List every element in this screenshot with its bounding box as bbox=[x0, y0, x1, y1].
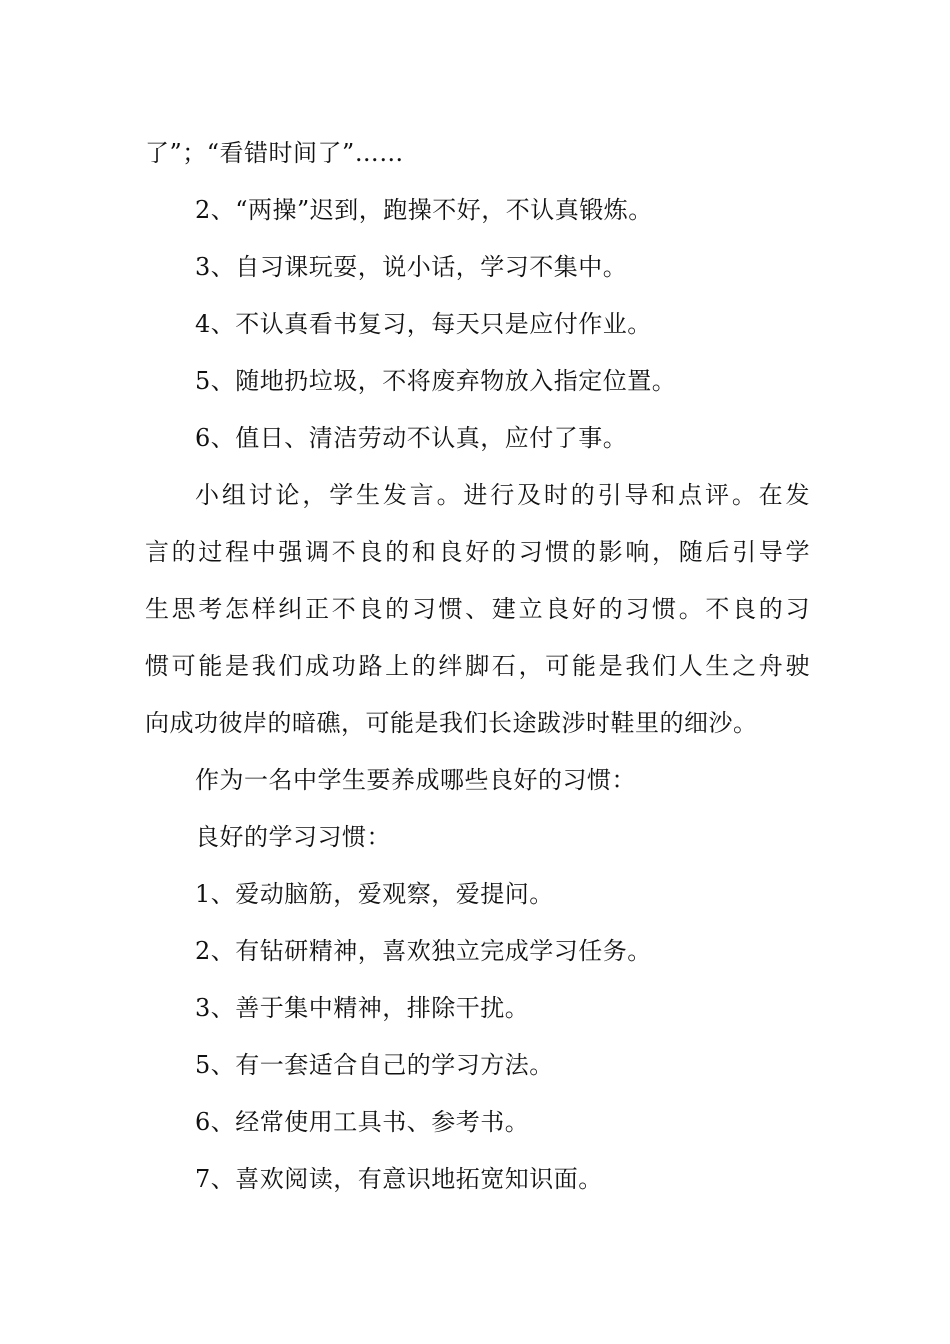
paragraph-discussion-line-2: 言的过程中强调不良的和良好的习惯的影响，随后引导学 bbox=[145, 538, 810, 566]
list-item-good-habit-5: 5、有一套适合自己的学习方法。 bbox=[195, 1051, 554, 1079]
list-item-good-habit-2: 2、有钻研精神，喜欢独立完成学习任务。 bbox=[195, 937, 652, 965]
list-item-bad-habit-3: 3、自习课玩耍，说小话，学习不集中。 bbox=[195, 253, 628, 281]
list-item-bad-habit-6: 6、值日、清洁劳动不认真，应付了事。 bbox=[195, 424, 628, 452]
paragraph-discussion-line-3: 生思考怎样纠正不良的习惯、建立良好的习惯。不良的习 bbox=[145, 595, 810, 623]
list-item-bad-habit-2: 2、“两操”迟到，跑操不好，不认真锻炼。 bbox=[195, 196, 653, 224]
list-item-good-habit-6: 6、经常使用工具书、参考书。 bbox=[195, 1108, 530, 1136]
list-item-good-habit-1: 1、爱动脑筋，爱观察，爱提问。 bbox=[195, 880, 554, 908]
paragraph-discussion-line-4: 惯可能是我们成功路上的绊脚石，可能是我们人生之舟驶 bbox=[145, 652, 810, 680]
list-item-good-habit-7: 7、喜欢阅读，有意识地拓宽知识面。 bbox=[195, 1165, 603, 1193]
document-body bbox=[145, 125, 810, 1208]
list-item-bad-habit-5: 5、随地扔垃圾，不将废弃物放入指定位置。 bbox=[195, 367, 677, 395]
paragraph-discussion-line-5: 向成功彼岸的暗礁，可能是我们长途跋涉时鞋里的细沙。 bbox=[145, 709, 758, 737]
section-heading-study-habits: 良好的学习习惯： bbox=[195, 823, 391, 851]
list-item-bad-habit-4: 4、不认真看书复习，每天只是应付作业。 bbox=[195, 310, 652, 338]
text-line-continuation: 了”；“看错时间了”…… bbox=[145, 139, 404, 167]
paragraph-discussion-line-1: 小组讨论，学生发言。进行及时的引导和点评。在发 bbox=[195, 481, 810, 509]
list-item-good-habit-3: 3、善于集中精神，排除干扰。 bbox=[195, 994, 530, 1022]
section-intro-good-habits: 作为一名中学生要养成哪些良好的习惯： bbox=[195, 766, 636, 794]
